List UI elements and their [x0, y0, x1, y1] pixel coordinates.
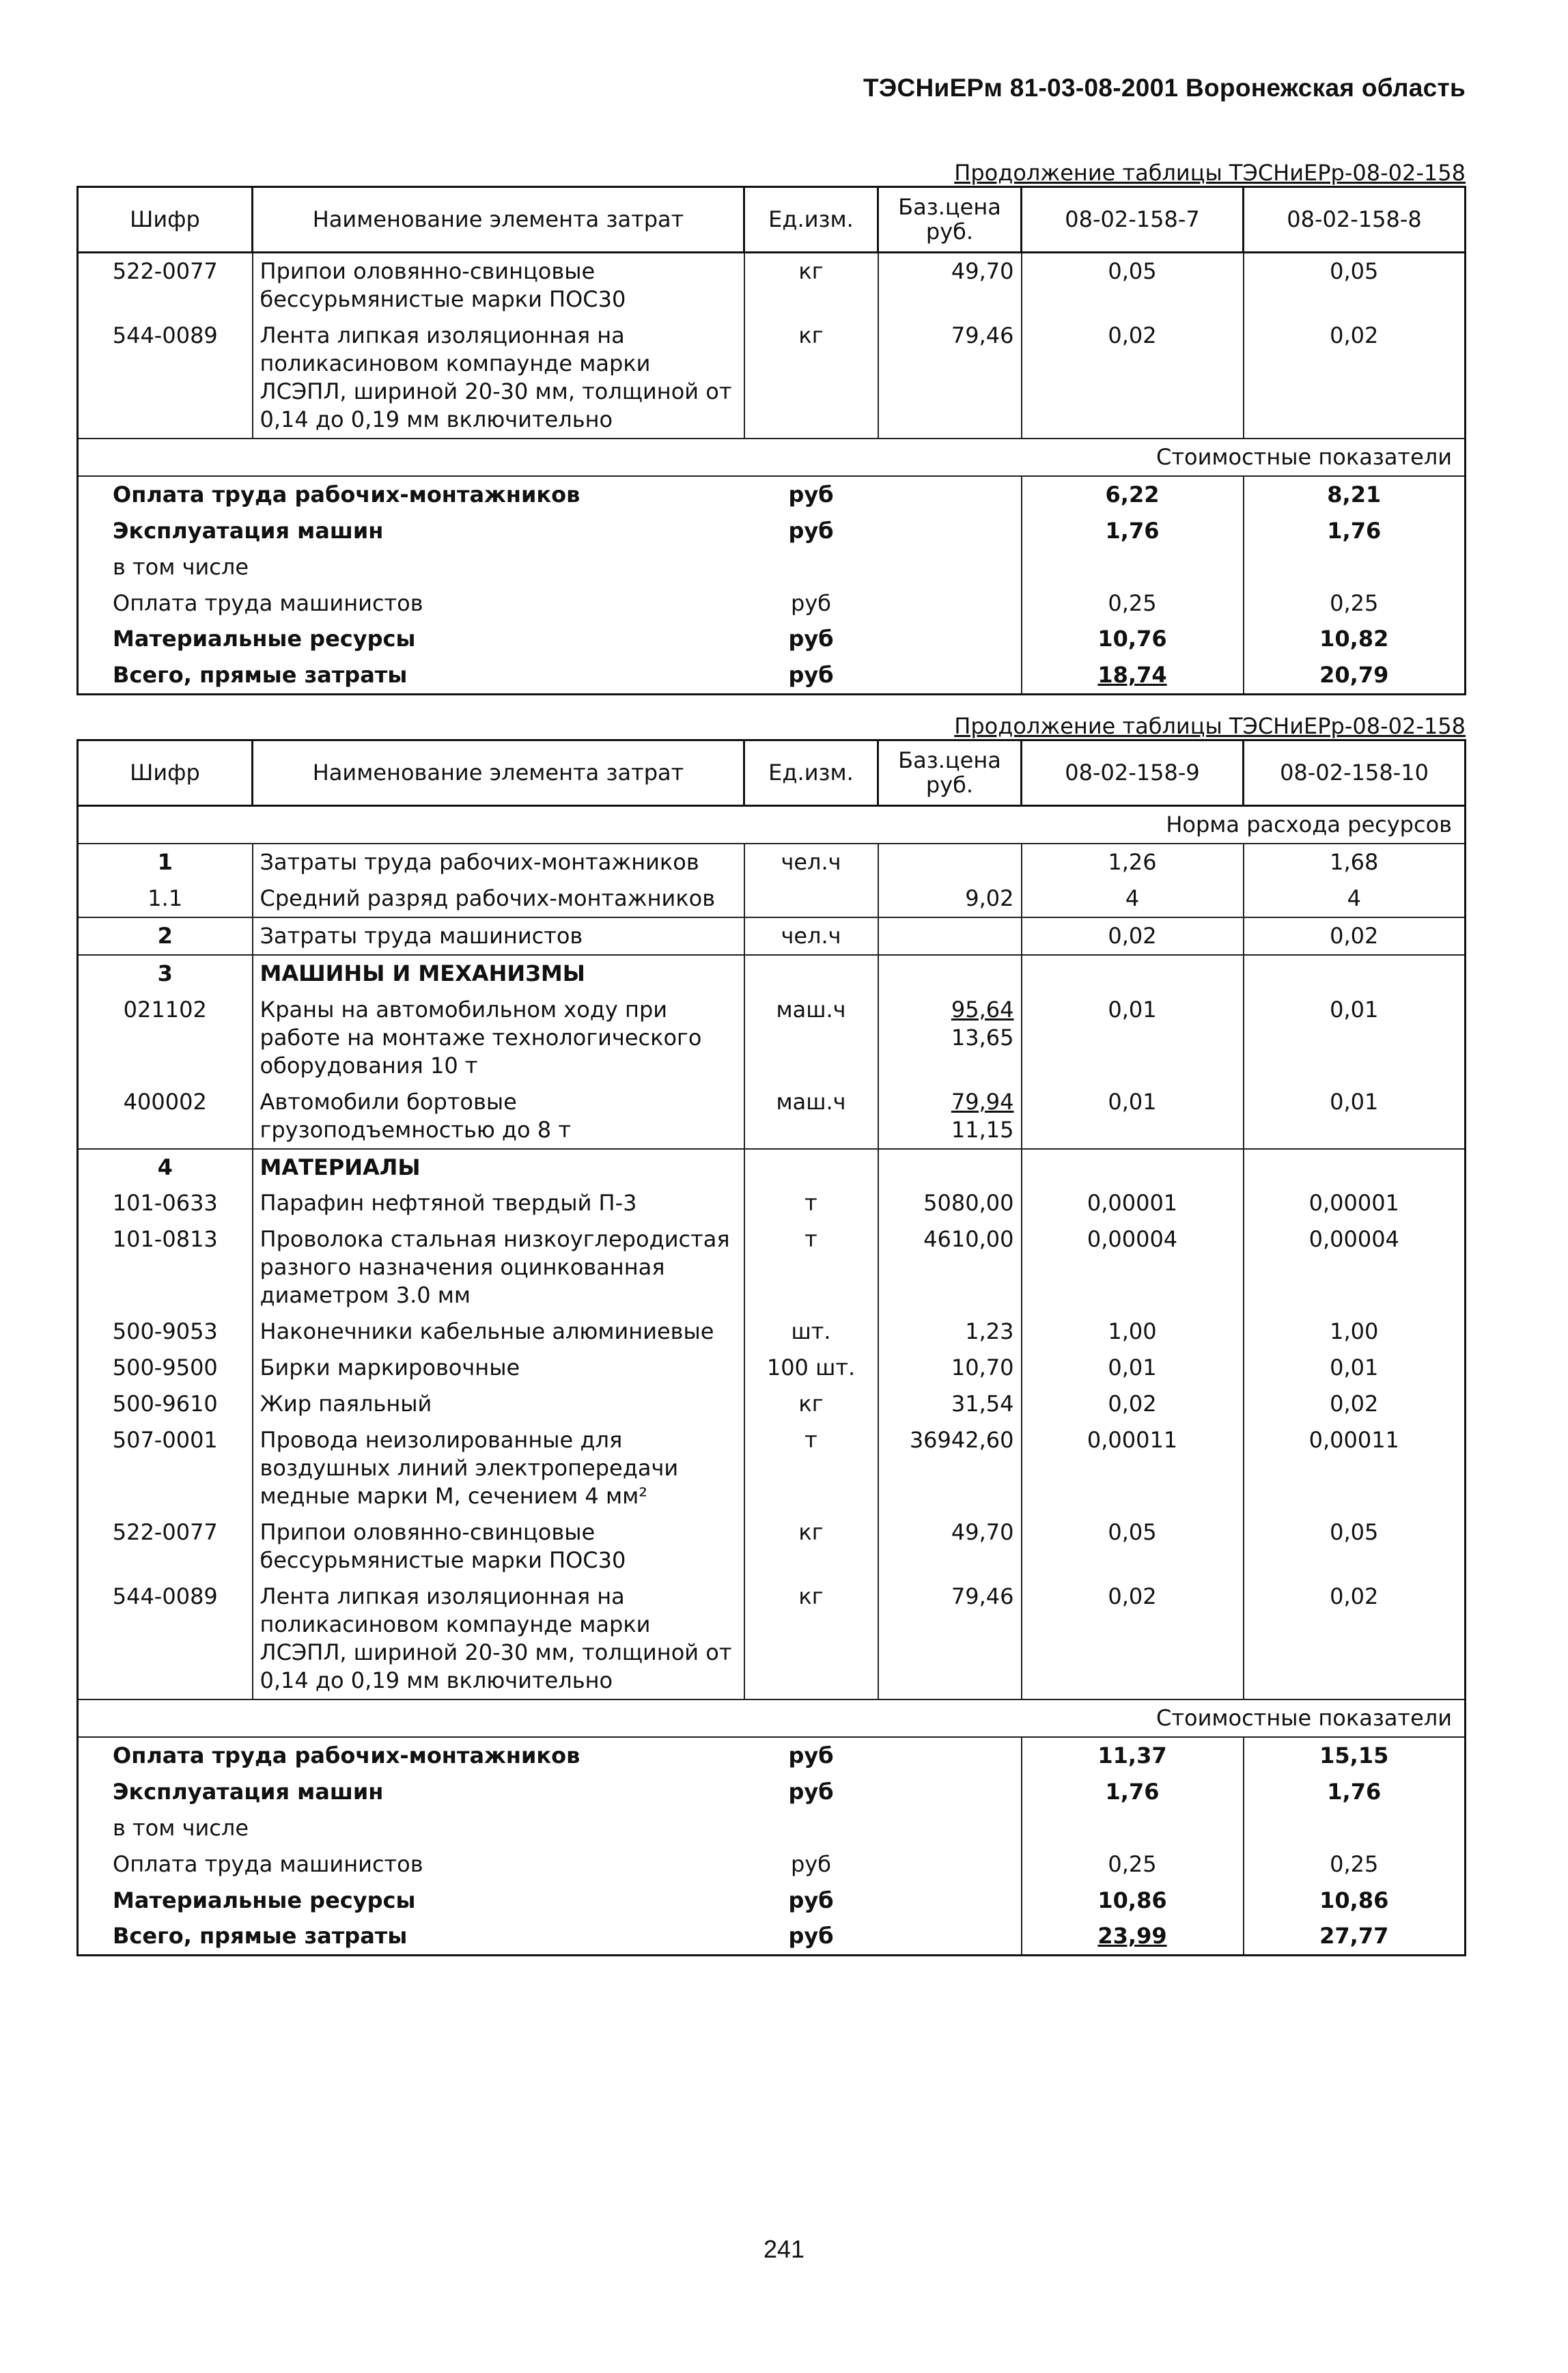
summary-label: Оплата труда машинистов — [78, 1846, 744, 1883]
row-value-b: 0,00001 — [1244, 1185, 1466, 1221]
summary-unit: руб — [788, 517, 834, 544]
row-code: 101-0813 — [78, 1221, 253, 1314]
row-unit: 100 шт. — [744, 1350, 878, 1386]
row-value-b: 0,05 — [1244, 1514, 1466, 1579]
summary-unit: руб — [744, 657, 878, 694]
row-value-a: 0,02 — [1022, 1386, 1244, 1422]
row-value-b: 4 — [1244, 880, 1466, 917]
header-col-b: 08-02-158-10 — [1244, 740, 1466, 806]
summary-value-b: 0,25 — [1244, 1846, 1466, 1883]
row-code: 1 — [78, 844, 253, 880]
row-price — [878, 917, 1022, 955]
summary-price-empty — [878, 585, 1022, 622]
summary-value-b — [1244, 549, 1466, 585]
table-row — [78, 1149, 1466, 1186]
row-value-a: 0,05 — [1022, 253, 1244, 318]
summary-unit: руб — [744, 1918, 878, 1955]
row-code: 500-9610 — [78, 1386, 253, 1422]
row-unit — [744, 1149, 878, 1186]
row-code: 1.1 — [78, 880, 253, 917]
summary-unit: руб — [791, 589, 831, 616]
summary-label: Всего, прямые затраты — [78, 1918, 744, 1955]
summary-value-b — [1244, 1810, 1466, 1846]
summary-price-empty — [878, 1810, 1022, 1846]
summary-label: в том числе — [78, 1810, 744, 1846]
row-name: Автомобили бортовые грузоподъемностью до 8 т — [253, 1084, 744, 1149]
page-header: ТЭСНиЕРм 81-03-08-2001 Воронежская область — [863, 74, 1466, 102]
row-code: 522-0077 — [78, 253, 253, 318]
row-price-value: 31,54 — [951, 1391, 1014, 1417]
summary-label: Эксплуатация машин — [78, 513, 744, 549]
summary-label: в том числе — [78, 549, 744, 585]
summary-price-empty — [878, 1918, 1022, 1955]
row-name: Средний разряд рабочих-монтажников — [253, 880, 744, 917]
row-value-a — [1022, 1149, 1244, 1186]
row-unit: маш.ч — [744, 992, 878, 1084]
row-value-a: 0,02 — [1022, 1579, 1244, 1699]
summary-price-empty — [878, 657, 1022, 694]
row-value-a — [1022, 955, 1244, 992]
continuation-label-2: Продолжение таблицы ТЭСНиЕРр-08-02-158 — [954, 713, 1466, 739]
summary-value-a: 0,25 — [1022, 1846, 1244, 1883]
table-row — [78, 1221, 1466, 1314]
table-row — [78, 917, 1466, 955]
table-row — [78, 1422, 1466, 1514]
row-value-a: 0,05 — [1022, 1514, 1244, 1579]
row-value-b — [1244, 1149, 1466, 1186]
summary-row — [78, 1846, 1466, 1883]
row-value-a: 0,01 — [1022, 992, 1244, 1084]
row-unit: чел.ч — [744, 917, 878, 955]
summary-label: Материальные ресурсы — [78, 621, 744, 657]
row-value-a: 1,26 — [1022, 844, 1244, 880]
row-value-b: 0,02 — [1244, 1386, 1466, 1422]
row-price-value: 4610,00 — [923, 1226, 1014, 1253]
row-value-b: 0,02 — [1244, 318, 1466, 439]
row-unit: кг — [744, 1579, 878, 1699]
row-code: 2 — [78, 917, 253, 955]
summary-row — [78, 1918, 1466, 1955]
row-name: МАШИНЫ И МЕХАНИЗМЫ — [253, 955, 744, 992]
row-name: Лента липкая изоляционная на поликасиновом компаунде марки ЛСЭПЛ, шириной 20-30 мм, толщиной от 0,14 до 0,19 мм включительно — [253, 1579, 744, 1699]
table-row — [78, 844, 1466, 880]
summary-price-empty — [878, 513, 1022, 549]
summary-unit: руб — [788, 1778, 834, 1805]
cost-indicators-label: Стоимостные показатели — [78, 1699, 1466, 1737]
row-price-value: 1,23 — [965, 1318, 1014, 1345]
row-value-a: 0,01 — [1022, 1084, 1244, 1149]
header-code: Шифр — [78, 740, 253, 806]
row-unit: кг — [744, 253, 878, 318]
row-unit — [744, 955, 878, 992]
row-price-value: 79,46 — [951, 1583, 1014, 1609]
summary-unit: руб — [744, 476, 878, 513]
row-code: 500-9500 — [78, 1350, 253, 1386]
row-unit: чел.ч — [744, 844, 878, 880]
row-value-b: 0,01 — [1244, 1084, 1466, 1149]
row-price — [878, 253, 1022, 318]
header-name: Наименование элемента затрат — [253, 187, 744, 253]
row-value-b: 0,05 — [1244, 253, 1466, 318]
row-unit: кг — [744, 318, 878, 439]
table-row — [78, 1514, 1466, 1579]
row-code: 500-9053 — [78, 1314, 253, 1350]
summary-row — [78, 1883, 1466, 1919]
row-name: Наконечники кабельные алюминиевые — [253, 1314, 744, 1350]
summary-value-a: 18,74 — [1022, 657, 1244, 694]
table-row — [78, 1579, 1466, 1699]
summary-value-a: 11,37 — [1022, 1737, 1244, 1774]
row-code: 021102 — [78, 992, 253, 1084]
row-code: 522-0077 — [78, 1514, 253, 1579]
summary-price-empty — [878, 1737, 1022, 1774]
row-value-b: 0,00011 — [1244, 1422, 1466, 1514]
row-value-a: 0,01 — [1022, 1350, 1244, 1386]
summary-value-b: 10,86 — [1244, 1883, 1466, 1919]
row-name: Затраты труда машинистов — [253, 917, 744, 955]
header-name: Наименование элемента затрат — [253, 740, 744, 806]
row-price — [878, 318, 1022, 439]
row-unit: т — [744, 1221, 878, 1314]
summary-value-a: 10,86 — [1022, 1883, 1244, 1919]
header-col-a: 08-02-158-9 — [1022, 740, 1244, 806]
row-price-value: 95,64 — [951, 996, 1014, 1023]
norm-label: Норма расхода ресурсов — [78, 806, 1466, 844]
summary-unit — [744, 549, 878, 585]
row-price — [878, 1514, 1022, 1579]
summary-label: Эксплуатация машин — [78, 1774, 744, 1810]
summary-row — [78, 657, 1466, 694]
summary-value-b: 20,79 — [1244, 657, 1466, 694]
row-code: 4 — [78, 1149, 253, 1186]
row-value-a: 0,02 — [1022, 318, 1244, 439]
row-price-secondary: 11,15 — [951, 1116, 1014, 1143]
row-code: 3 — [78, 955, 253, 992]
row-price-value: 9,02 — [965, 885, 1014, 911]
summary-value-a — [1022, 549, 1244, 585]
row-price-secondary: 13,65 — [951, 1024, 1014, 1051]
table-header-row — [78, 740, 1466, 806]
summary-value-a: 1,76 — [1022, 1774, 1244, 1810]
row-code: 544-0089 — [78, 1579, 253, 1699]
header-price: Баз.цена руб. — [878, 187, 1022, 253]
summary-price-empty — [878, 1883, 1022, 1919]
row-name: Затраты труда рабочих-монтажников — [253, 844, 744, 880]
row-value-b: 0,02 — [1244, 1579, 1466, 1699]
summary-label: Оплата труда машинистов — [78, 585, 744, 622]
row-price-value: 49,70 — [951, 1519, 1014, 1546]
summary-row — [78, 513, 1466, 549]
row-unit — [744, 880, 878, 917]
resource-table-1 — [76, 186, 1466, 695]
row-name: МАТЕРИАЛЫ — [253, 1149, 744, 1186]
table-row — [78, 880, 1466, 917]
table-row — [78, 1084, 1466, 1149]
norm-label-row — [78, 806, 1466, 844]
header-col-a: 08-02-158-7 — [1022, 187, 1244, 253]
summary-value-b: 0,25 — [1244, 585, 1466, 622]
row-price — [878, 1084, 1022, 1149]
summary-price-empty — [878, 1774, 1022, 1810]
cost-indicators-label-row — [78, 439, 1466, 476]
summary-label: Материальные ресурсы — [78, 1883, 744, 1919]
row-value-a: 0,02 — [1022, 917, 1244, 955]
header-code: Шифр — [78, 187, 253, 253]
table-row — [78, 1350, 1466, 1386]
row-price — [878, 844, 1022, 880]
summary-value-a — [1022, 1810, 1244, 1846]
summary-value-b: 27,77 — [1244, 1918, 1466, 1955]
table-row — [78, 992, 1466, 1084]
row-price-value: 36942,60 — [909, 1427, 1014, 1454]
row-value-a: 1,00 — [1022, 1314, 1244, 1350]
summary-row — [78, 585, 1466, 622]
row-code: 507-0001 — [78, 1422, 253, 1514]
row-price — [878, 1422, 1022, 1514]
table-row — [78, 1185, 1466, 1221]
row-name: Жир паяльный — [253, 1386, 744, 1422]
summary-label: Оплата труда рабочих-монтажников — [78, 1737, 744, 1774]
summary-row — [78, 1774, 1466, 1810]
row-value-b: 0,02 — [1244, 917, 1466, 955]
row-unit: т — [744, 1422, 878, 1514]
table-row — [78, 318, 1466, 439]
row-price-value: 5080,00 — [923, 1190, 1014, 1217]
row-price — [878, 1221, 1022, 1314]
row-price — [878, 992, 1022, 1084]
row-price — [878, 955, 1022, 992]
row-name: Проволока стальная низкоуглеродистая разного назначения оцинкованная диаметром 3.0 мм — [253, 1221, 744, 1314]
row-price — [878, 1185, 1022, 1221]
row-value-a: 0,00001 — [1022, 1185, 1244, 1221]
row-name: Провода неизолированные для воздушных линий электропередачи медные марки М, сечением 4 мм² — [253, 1422, 744, 1514]
row-value-a: 4 — [1022, 880, 1244, 917]
summary-unit: руб — [788, 626, 834, 652]
row-name: Бирки маркировочные — [253, 1350, 744, 1386]
summary-value-a: 6,22 — [1022, 476, 1244, 513]
row-code: 544-0089 — [78, 318, 253, 439]
row-price — [878, 1314, 1022, 1350]
row-name: Припои оловянно-свинцовые бессурьмянистые марки ПОС30 — [253, 253, 744, 318]
row-price — [878, 1149, 1022, 1186]
summary-label: Оплата труда рабочих-монтажников — [78, 476, 744, 513]
summary-value-b: 1,76 — [1244, 1774, 1466, 1810]
table-row — [78, 955, 1466, 992]
row-price-value: 49,70 — [951, 258, 1014, 284]
summary-value-b: 1,76 — [1244, 513, 1466, 549]
header-col-b: 08-02-158-8 — [1244, 187, 1466, 253]
row-price — [878, 1386, 1022, 1422]
row-unit: кг — [744, 1386, 878, 1422]
resource-table-2 — [76, 739, 1466, 1956]
row-value-b: 0,00004 — [1244, 1221, 1466, 1314]
table-row — [78, 1386, 1466, 1422]
row-name: Припои оловянно-свинцовые бессурьмянистые марки ПОС30 — [253, 1514, 744, 1579]
cost-indicators-label: Стоимостные показатели — [78, 439, 1466, 476]
row-unit: маш.ч — [744, 1084, 878, 1149]
summary-unit: руб — [744, 1737, 878, 1774]
row-value-b: 0,01 — [1244, 992, 1466, 1084]
row-name: Краны на автомобильном ходу при работе на монтаже технологического оборудования 10 т — [253, 992, 744, 1084]
header-unit: Ед.изм. — [744, 740, 878, 806]
summary-row — [78, 1737, 1466, 1774]
summary-value-b: 10,82 — [1244, 621, 1466, 657]
row-name: Лента липкая изоляционная на поликасиновом компаунде марки ЛСЭПЛ, шириной 20-30 мм, толщиной от 0,14 до 0,19 мм включительно — [253, 318, 744, 439]
row-price — [878, 880, 1022, 917]
summary-unit: руб — [788, 1887, 834, 1913]
row-price — [878, 1350, 1022, 1386]
summary-price-empty — [878, 621, 1022, 657]
row-code: 101-0633 — [78, 1185, 253, 1221]
summary-price-empty — [878, 549, 1022, 585]
summary-value-a: 23,99 — [1022, 1918, 1244, 1955]
row-name: Парафин нефтяной твердый П-3 — [253, 1185, 744, 1221]
summary-unit — [744, 1810, 878, 1846]
summary-value-a: 0,25 — [1022, 585, 1244, 622]
table-row — [78, 253, 1466, 318]
summary-price-empty — [878, 1846, 1022, 1883]
summary-price-empty — [878, 476, 1022, 513]
row-unit: т — [744, 1185, 878, 1221]
row-value-b — [1244, 955, 1466, 992]
summary-row — [78, 1810, 1466, 1846]
row-value-b: 1,00 — [1244, 1314, 1466, 1350]
row-price-value: 79,46 — [951, 322, 1014, 348]
continuation-label-1: Продолжение таблицы ТЭСНиЕРр-08-02-158 — [954, 160, 1466, 186]
row-value-a: 0,00011 — [1022, 1422, 1244, 1514]
row-code: 400002 — [78, 1084, 253, 1149]
summary-unit: руб — [791, 1850, 831, 1877]
table-row — [78, 1314, 1466, 1350]
table-header-row — [78, 187, 1466, 253]
row-price-value: 10,70 — [951, 1355, 1014, 1381]
summary-row — [78, 621, 1466, 657]
page-number: 241 — [763, 2235, 805, 2263]
row-value-b: 1,68 — [1244, 844, 1466, 880]
summary-label: Всего, прямые затраты — [78, 657, 744, 694]
row-price-value: 79,94 — [951, 1088, 1014, 1115]
row-unit: кг — [744, 1514, 878, 1579]
summary-value-a: 10,76 — [1022, 621, 1244, 657]
header-price: Баз.цена руб. — [878, 740, 1022, 806]
cost-indicators-label-row — [78, 1699, 1466, 1737]
summary-value-a: 1,76 — [1022, 513, 1244, 549]
summary-row — [78, 549, 1466, 585]
row-value-a: 0,00004 — [1022, 1221, 1244, 1314]
header-unit: Ед.изм. — [744, 187, 878, 253]
row-value-b: 0,01 — [1244, 1350, 1466, 1386]
row-price — [878, 1579, 1022, 1699]
summary-value-b: 15,15 — [1244, 1737, 1466, 1774]
summary-row — [78, 476, 1466, 513]
row-unit: шт. — [744, 1314, 878, 1350]
summary-value-b: 8,21 — [1244, 476, 1466, 513]
